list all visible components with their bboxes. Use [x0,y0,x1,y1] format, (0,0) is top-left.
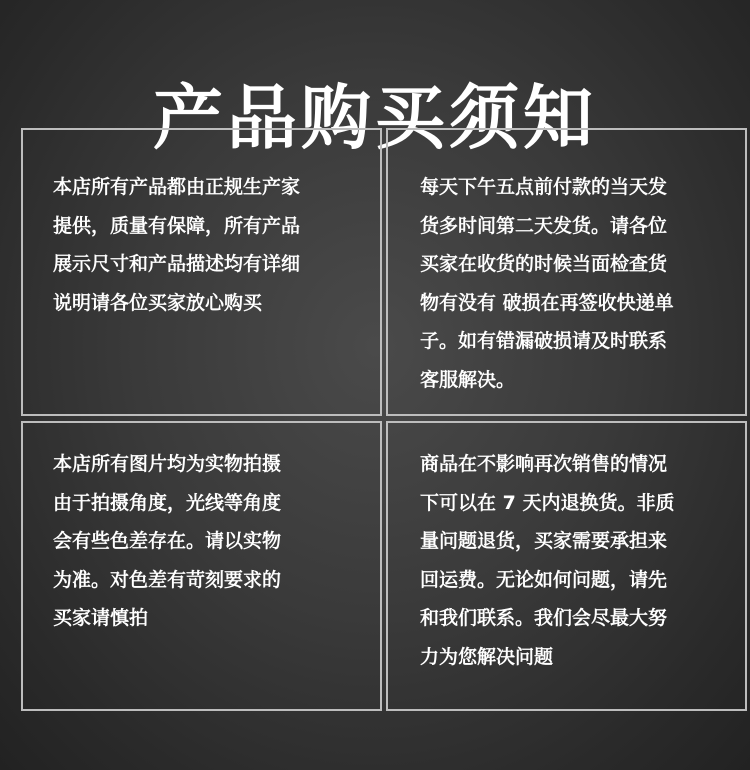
notice-text-returns: 商品在不影响再次销售的情况 下可以在 7 天内退换货。非质 量问题退货，买家需要承担来 回运费。无论如何问题，请先 和我们联系。我们会尽最大努 力为您解决问题 [420,453,675,668]
notice-text-quality: 本店所有产品都由正规生产家 提供，质量有保障，所有产品 展示尺寸和产品描述均有详细 说明请各位买家放心购买 [53,176,301,314]
notice-box-shipping [386,128,747,416]
notice-text-shipping: 每天下午五点前付款的当天发 货多时间第二天发货。请各位 买家在收货的时候当面检查货 物有没有 破损在再签收快递单 子。如有错漏破损请及时联系 客服解决。 [420,176,674,391]
notice-text-color-difference: 本店所有图片均为实物拍摄 由于拍摄角度，光线等角度 会有些色差存在。请以实物 为准。对色差有苛刻要求的 买家请慎拍 [53,453,282,629]
notice-box-returns [386,421,747,711]
notice-box-quality [21,128,382,416]
notice-box-color-difference [21,421,382,711]
page-title: 产品购买须知 [153,76,597,159]
